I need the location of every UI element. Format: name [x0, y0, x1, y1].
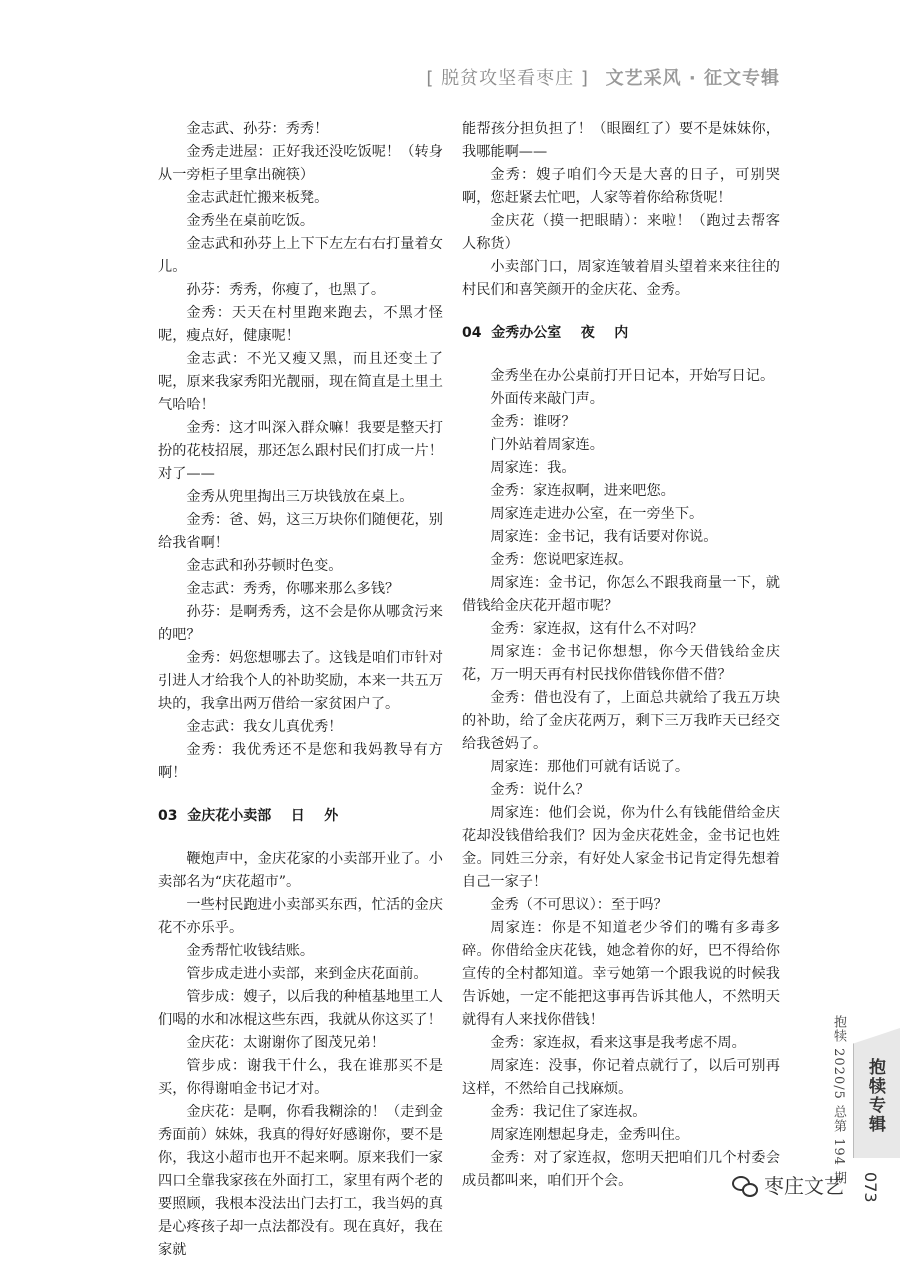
paragraph: 金秀坐在办公桌前打开日记本，开始写日记。 [490, 368, 775, 384]
paragraph: 金庆花：太谢谢你了图茂兄弟！ [186, 1035, 386, 1051]
paragraph: 金秀：我记住了家连叔。 [490, 1104, 647, 1120]
wechat-watermark [732, 1170, 844, 1199]
wechat-icon [732, 1174, 758, 1196]
paragraph: 金秀：您说吧家连叔。 [490, 552, 633, 568]
issue-info: 抱犊 2020/5 总第 194 期 [831, 1015, 846, 1186]
right-column [462, 118, 780, 1193]
header-column: 文艺采风 · 征文专辑 [605, 68, 780, 89]
paragraph: 金秀：爸、妈，这三万块你们随便花，别给我省啊！ [158, 512, 443, 551]
paragraph: 金秀：借也没有了，上面总共就给了我五万块的补助，给了金庆花两万，剩下三万我昨天已经交给我爸妈了。 [462, 690, 780, 752]
scene-heading-03: 03 金庆花小卖部 日 外 [158, 808, 339, 824]
paragraph: 周家连走进办公室，在一旁坐下。 [490, 506, 704, 522]
paragraph: 周家连：金书记，你怎么不跟我商量一下，就借钱给金庆花开超市呢？ [462, 575, 780, 614]
paragraph: 周家连：他们会说，你为什么有钱能借给金庆花却没钱借给我们？因为金庆花姓金，金书记也姓金。同姓三分亲，有好处人家金书记肯定得先想着自己一家子！ [462, 805, 780, 890]
paragraph: 金秀从兜里掏出三万块钱放在桌上。 [186, 489, 414, 505]
paragraph: 金秀：谁呀？ [490, 414, 576, 430]
paragraph: 门外站着周家连。 [490, 437, 604, 453]
paragraph: 金秀走进屋：正好我还没吃饭呢！（转身从一旁柜子里拿出碗筷） [158, 144, 443, 183]
wechat-account-name: 枣庄文艺 [764, 1174, 844, 1198]
paragraph: 周家连刚想起身走，金秀叫住。 [490, 1127, 690, 1143]
paragraph: 金秀：对了家连叔，您明天把咱们几个村委会成员都叫来，咱们开个会。 [462, 1150, 780, 1189]
paragraph: 周家连：你是不知道老少爷们的嘴有多毒多碎。你借给金庆花钱，她念着你的好，巴不得给你宣传的全村都知道。幸亏她第一个跟我说的时候我告诉她，一定不能把这事再告诉其他人，不然明天就得有人来找你借钱！ [462, 920, 780, 1028]
paragraph: 周家连：那他们可就有话说了。 [490, 759, 690, 775]
page-number: 073 [861, 1172, 880, 1203]
paragraph: 能帮孩分担负担了！（眼圈红了）要不是妹妹你，我哪能啊—— [462, 121, 780, 160]
paragraph: 金秀：天天在村里跑来跑去，不黑才怪呢，瘦点好，健康呢！ [158, 305, 443, 344]
page-header [426, 64, 780, 90]
paragraph: 金志武和孙芬顿时色变。 [186, 558, 343, 574]
paragraph: 一些村民跑进小卖部买东西，忙活的金庆花不亦乐乎。 [158, 897, 443, 936]
paragraph: 金志武：秀秀，你哪来那么多钱？ [186, 581, 400, 597]
paragraph: 管步成：嫂子，以后我的种植基地里工人们喝的水和冰棍这些东西，我就从你这买了！ [158, 989, 443, 1028]
paragraph: 周家连：金书记，我有话要对你说。 [490, 529, 718, 545]
paragraph: 金秀：我优秀还不是您和我妈教导有方啊！ [158, 742, 443, 781]
left-column [158, 118, 443, 1262]
paragraph: 金志武：不光又瘦又黑，而且还变土了呢，原来我家秀阳光靓丽，现在简直是土里土气哈哈！ [158, 351, 443, 413]
paragraph: 金秀：嫂子咱们今天是大喜的日子，可别哭啊，您赶紧去忙吧，人家等着你给称货呢！ [462, 167, 780, 206]
scene-heading-04: 04 金秀办公室 夜 内 [462, 325, 629, 341]
paragraph: 金秀：家连叔啊，进来吧您。 [490, 483, 675, 499]
paragraph: 金秀帮忙收钱结账。 [186, 943, 315, 959]
paragraph: 金秀：这才叫深入群众嘛！我要是整天打扮的花枝招展，那还怎么跟村民们打成一片！对了—— [158, 420, 443, 482]
paragraph: 金志武、孙芬：秀秀！ [186, 121, 329, 137]
paragraph: 孙芬：是啊秀秀，这不会是你从哪贪污来的吧？ [158, 604, 443, 643]
paragraph: 金秀：家连叔，这有什么不对吗？ [490, 621, 704, 637]
paragraph: 周家连：没事，你记着点就行了，以后可别再这样，不然给自己找麻烦。 [462, 1058, 780, 1097]
paragraph: 周家连：我。 [490, 460, 576, 476]
paragraph: 金志武：我女儿真优秀！ [186, 719, 343, 735]
paragraph: 金秀坐在桌前吃饭。 [186, 213, 315, 229]
paragraph: 金秀：家连叔，看来这事是我考虑不周。 [490, 1035, 746, 1051]
header-title: [ 脱贫攻坚看枣庄 ] [426, 68, 589, 89]
paragraph: 金秀：说什么？ [490, 782, 590, 798]
paragraph: 金庆花：是啊，你看我糊涂的！（走到金秀面前）妹妹，我真的得好好感谢你，要不是你，我这小超市也开不起来啊。原来我们一家四口全靠我家孩在外面打工，家里有两个老的要照顾，我根本没法出门去打工，我当妈的真是心疼孩子却一点法都没有。现在真好，我在家就 [158, 1104, 443, 1258]
section-tab-label: 抱犊专辑 [865, 1058, 885, 1134]
paragraph: 管步成走进小卖部，来到金庆花面前。 [186, 966, 428, 982]
paragraph: 金庆花（摸一把眼睛）：来啦！（跑过去帮客人称货） [462, 213, 780, 252]
paragraph: 金志武赶忙搬来板凳。 [186, 190, 329, 206]
paragraph: 鞭炮声中，金庆花家的小卖部开业了。小卖部名为“庆花超市”。 [158, 851, 443, 890]
paragraph: 周家连：金书记你想想，你今天借钱给金庆花，万一明天再有村民找你借钱你借不借？ [462, 644, 780, 683]
paragraph: 外面传来敲门声。 [490, 391, 604, 407]
paragraph: 管步成：谢我干什么，我在谁那买不是买，你得谢咱金书记才对。 [158, 1058, 443, 1097]
paragraph: 金秀：妈您想哪去了。这钱是咱们市针对引进人才给我个人的补助奖励，本来一共五万块的，我拿出两万借给一家贫困户了。 [158, 650, 443, 712]
paragraph: 孙芬：秀秀，你瘦了，也黑了。 [186, 282, 386, 298]
paragraph: 金志武和孙芬上上下下左左右右打量着女儿。 [158, 236, 443, 275]
paragraph: 小卖部门口，周家连皱着眉头望着来来往往的村民们和喜笑颜开的金庆花、金秀。 [462, 259, 780, 298]
paragraph: 金秀（不可思议）：至于吗？ [490, 897, 668, 913]
